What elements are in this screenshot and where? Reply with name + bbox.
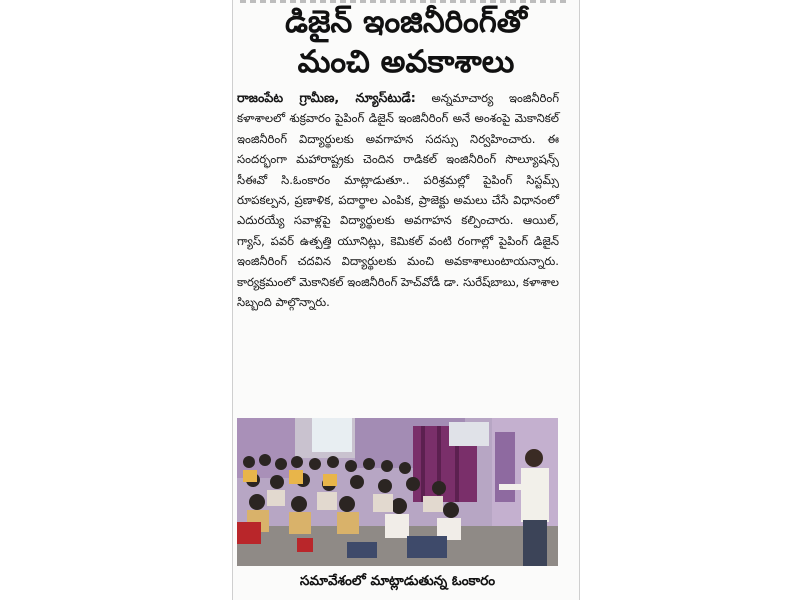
article-body [237, 88, 559, 312]
headline-line-1: డిజైన్ ఇంజినీరింగ్‌తో [284, 4, 528, 40]
previous-article-edge [240, 0, 570, 3]
column-rule-right [579, 0, 580, 600]
photo-caption: సమావేశంలో మాట్లాడుతున్న ఓంకారం [299, 573, 496, 589]
article-text: అన్నమాచార్య ఇంజినీరింగ్ కళాశాలలో శుక్రవారం పైపింగ్ డిజైన్ ఇంజినీరింగ్ అనే అంశంపై మెకానికల్ ఇంజినీరింగ్ విద్యార్థులకు అవగాహన సదస్సు నిర్వహించారు. ఈ సందర్భంగా మహారాష్ట్రకు చెందిన రాడికల్ ఇంజినీరింగ్ సొల్యూషన్స్ సీఈవో సి.ఓంకారం మాట్లాడుతూ.. పరిశ్రమల్లో పైపింగ్ సిస్టమ్స్ రూపకల్పన, ప్రణాళిక, పదార్థాల ఎంపిక, ప్రాజెక్టు అమలు చేసే విధానంలో ఎదురయ్యే సవాళ్లపై విద్యార్థులకు అవగాహన కల్పించారు. ఆయిల్, గ్యాస్, పవర్ ఉత్పత్తి యూనిట్లు, కెమికల్ వంటి రంగాల్లో పైపింగ్ డిజైన్ ఇంజినీరింగ్ చదవిన విద్యార్థులకు మంచి అవకాశాలుంటాయన్నారు. కార్యక్రమంలో మెకానికల్ ఇంజినీరింగ్ హెచ్‌వోడీ డా. సురేష్‌బాబు, కళాశాల సిబ్బంది పాల్గొన్నారు. [237, 91, 560, 310]
event-photo [237, 418, 558, 566]
column-rule-left [232, 0, 233, 600]
headline-line-2: మంచి అవకాశాలు [297, 44, 515, 80]
dateline: రాజంపేట గ్రామీణ, న్యూస్‌టుడే: [237, 90, 416, 105]
